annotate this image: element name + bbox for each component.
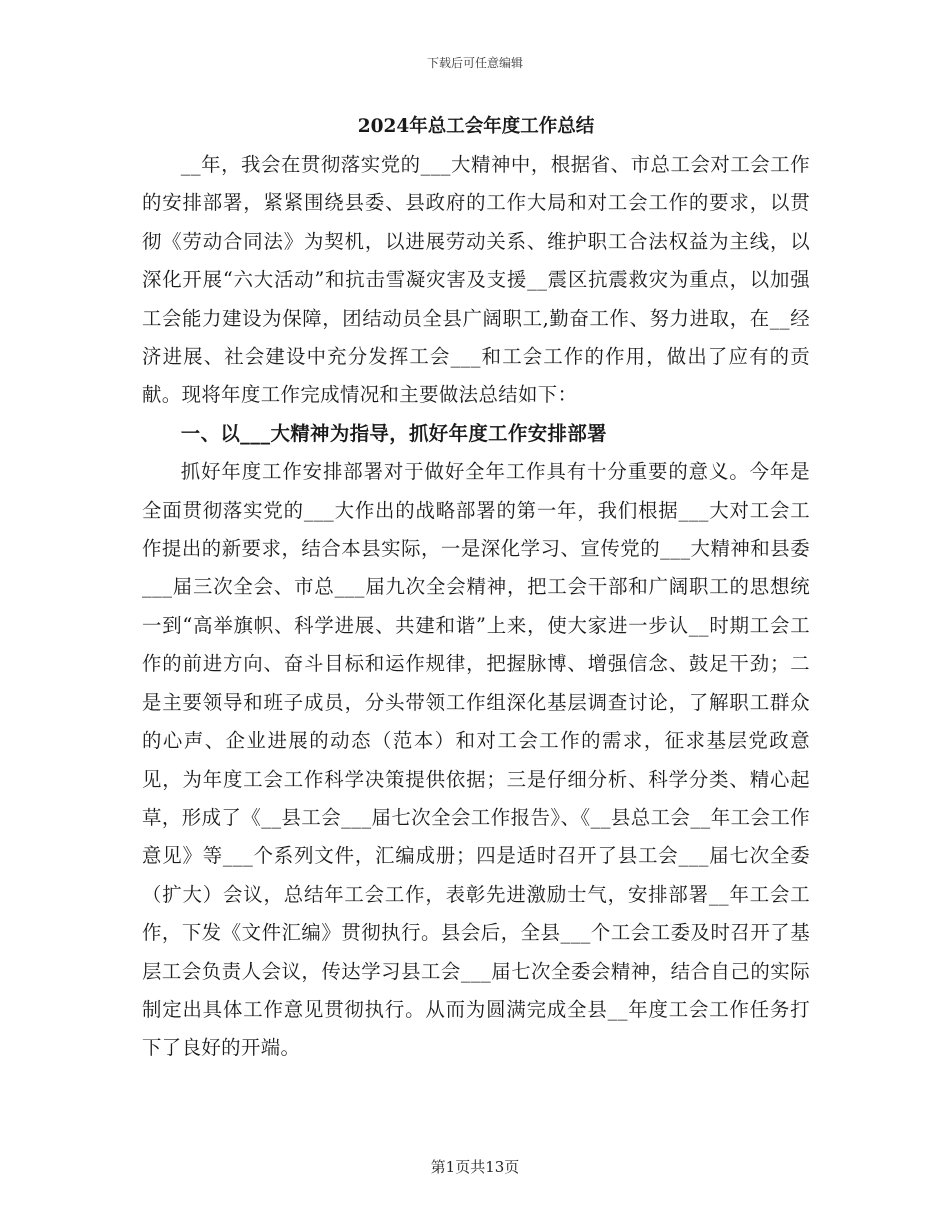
document-title: 2024年总工会年度工作总结 [357, 116, 595, 137]
section-heading-1: 一、以___大精神为指导，抓好年度工作安排部署 [180, 421, 607, 445]
intro-paragraph: __年，我会在贯彻落实党的___大精神中，根据省、市总工会对工会工作的安排部署，紧紧围绕县委、县政府的工作大局和对工会工作的要求，以贯彻《劳动合同法》为契机，以进展劳动关系、维护职工合法权益为主线，以深化开展“六大活动”和抗击雪凝灾害及支援__震区抗震救灾为重点，以加强工会能力建设为保障，团结动员全县广阔职工,勤奋工作、努力进取，在__经济进展、社会建设中充分发挥工会___和工会工作的作用，做出了应有的贡献。现将年度工作完成情况和主要做法总结如下： [142, 153, 810, 407]
page-number: 第1页共13页 [430, 1158, 520, 1176]
document-body [142, 108, 810, 1068]
header-note: 下载后可任意编辑 [426, 56, 523, 70]
section-1-paragraph: 抓好年度工作安排部署对于做好全年工作具有十分重要的意义。今年是全面贯彻落实党的___大作出的战略部署的第一年，我们根据___大对工会工作提出的新要求，结合本县实际，一是深化学习、宣传党的___大精神和县委___届三次全会、市总___届九次全会精神，把工会干部和广阔职工的思想统一到“高举旗帜、科学进展、共建和谐”上来，使大家进一步认__时期工会工作的前进方向、奋斗目标和运作规律，把握脉博、增强信念、鼓足干劲；二是主要领导和班子成员，分头带领工作组深化基层调查讨论，了解职工群众的心声、企业进展的动态（范本）和对工会工作的需求，征求基层党政意见，为年度工会工作科学决策提供依据；三是仔细分析、科学分类、精心起草，形成了《__县工会___届七次全会工作报告》、《__县总工会__年工会工作意见》等___个系列文件，汇编成册；四是适时召开了县工会___届七次全委（扩大）会议，总结年工会工作，表彰先进激励士气，安排部署__年工会工作，下发《文件汇编》贯彻执行。县会后，全县___个工会工委及时召开了基层工会负责人会议，传达学习县工会___届七次全委会精神，结合自己的实际制定出具体工作意见贯彻执行。从而为圆满完成全县__年度工会工作任务打下了良好的开端。 [142, 460, 810, 1060]
